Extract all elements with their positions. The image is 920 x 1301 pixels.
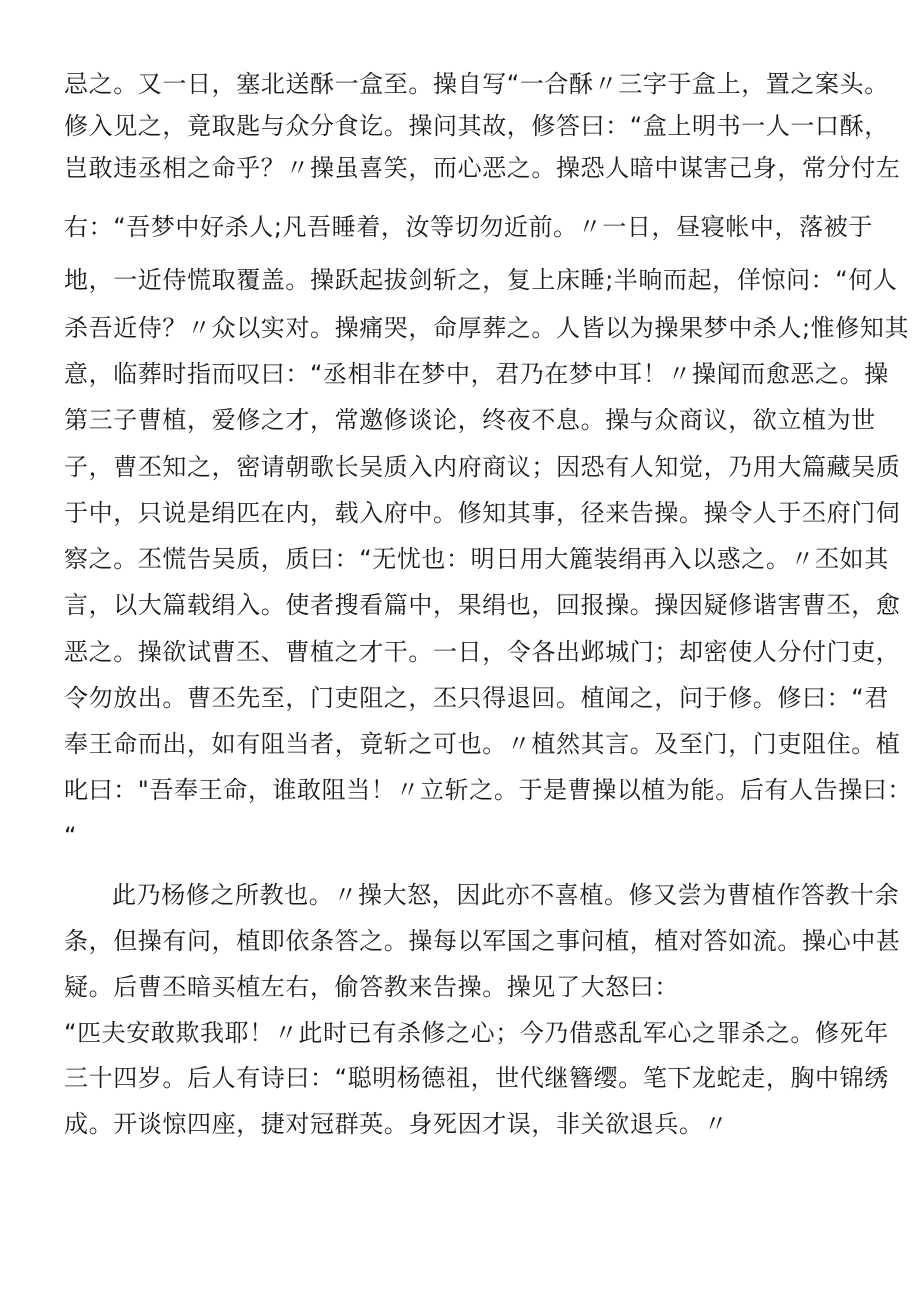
text-line: 此乃杨修之所教也。〃操大怒，因此亦不喜植。修又尝为曹植作答教十余 [112,881,900,909]
text-line: 言，以大篇载绢入。使者搜看篇中，果绢也，回报操。操因疑修谐害曹丕，愈 [64,591,901,619]
text-line: 疑。后曹丕暗买植左右，偷答教来告操。操见了大怒曰： [64,973,679,1001]
text-line: 成。开谈惊四座，捷对冠群英。身死因才误，非关欲退兵。〃 [64,1110,729,1138]
text-line: 忌之。又一日，塞北送酥一盒至。操自写“一合酥〃三字于盒上，置之案头。 [64,70,889,98]
text-line: 意，临葬时指而叹曰：“丞相非在梦中，君乃在梦中耳！〃操闻而愈恶之。操 [64,360,889,388]
text-line: 奉王命而出，如有阻当者，竟斩之可也。〃植然其言。及至门，门吏阻住。植 [64,730,901,758]
text-line: “匹夫安敢欺我耶！〃此时已有杀修之心；今乃借惑乱军心之罪杀之。修死年 [64,1019,889,1047]
text-line: 恶之。操欲试曹丕、曹植之才干。一日，令各出邺城门；却密使人分付门吏， [64,638,901,666]
text-line: 岂敢违丞相之命乎？〃操虽喜笑，而心恶之。操恐人暗中谋害己身，常分付左 [64,154,901,182]
text-line: 杀吾近侍？〃众以实对。操痛哭，命厚葬之。人皆以为操果梦中杀人;惟修知其 [64,314,910,342]
text-line: 子，曹丕知之，密请朝歌长吴质入内府商议；因恐有人知觉，乃用大篇藏吴质 [64,453,901,481]
text-line: “ [64,822,78,850]
text-line: 修入见之，竟取匙与众分食讫。操问其故，修答曰：“盒上明书一人一口酥， [64,112,889,140]
text-line: 察之。丕慌告吴质，质曰：“无忧也：明日用大簏装绢再入以惑之。〃丕如其 [64,545,889,573]
text-line: 三十四岁。后人有诗曰：“聪明杨德祖，世代继簪缨。笔下龙蛇走，胸中锦绣 [64,1064,889,1092]
text-line: 右：“吾梦中好杀人;凡吾睡着，汝等切勿近前。〃一日，昼寝帐中，落被于 [64,213,873,241]
text-line: 令勿放出。曹丕先至，门吏阻之，丕只得退回。植闻之，问于修。修曰：“君 [64,684,889,712]
text-line: 叱曰："吾奉王命，谁敢阻当！〃立斩之。于是曹操以植为能。后有人告操曰： [64,776,913,804]
text-line: 地，一近侍慌取覆盖。操跃起拔剑斩之，复上床睡;半晌而起，佯惊问：“何人 [64,266,898,294]
text-line: 第三子曹植，爱修之才，常邀修谈论，终夜不息。操与众商议，欲立植为世 [64,406,876,434]
text-line: 于中，只说是绢匹在内，载入府中。修知其事，径来告操。操令人于丕府门伺 [64,499,901,527]
text-line: 条，但操有问，植即依条答之。操每以军国之事问植，植对答如流。操心中甚 [64,927,901,955]
